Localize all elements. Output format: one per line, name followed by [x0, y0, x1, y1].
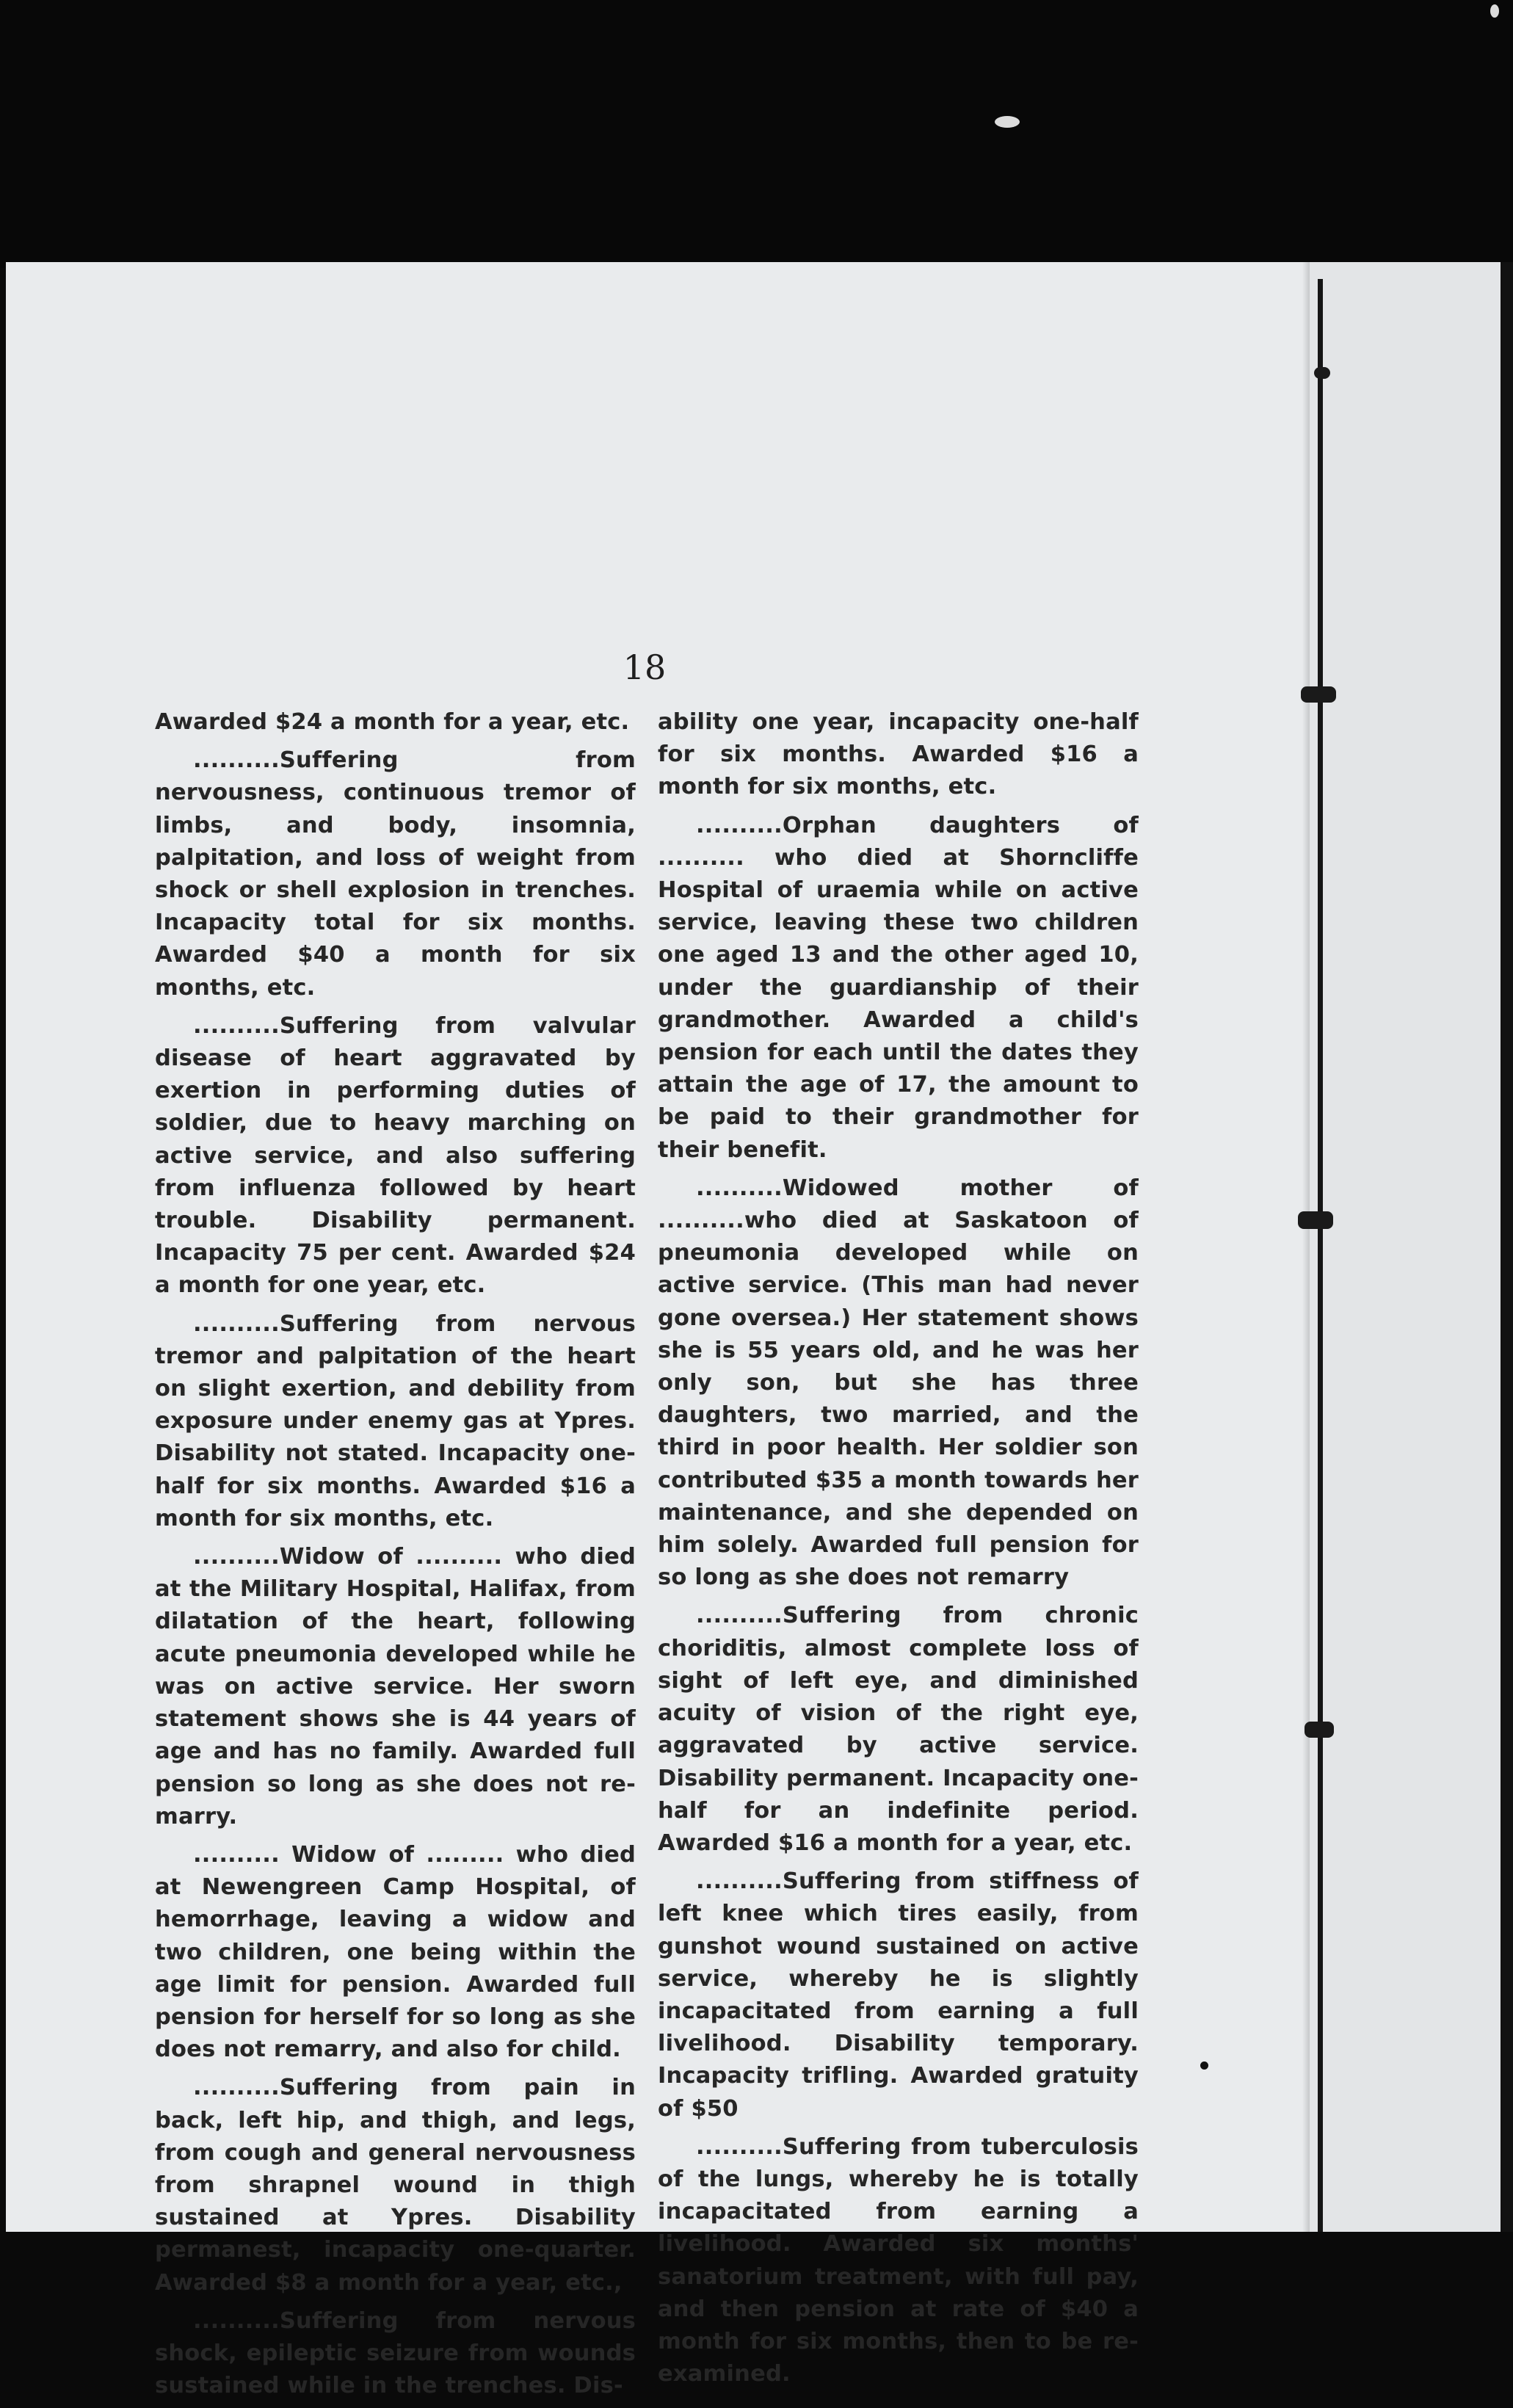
- dust-speck: [995, 116, 1020, 128]
- left-paragraph: ..........Suffering from nervous shock, epileptic seizure from wounds sustained while in the trenches. Dis-: [155, 2307, 636, 2399]
- right-paragraph: ..........Widowed mother of ..........who died at Saskatoon of pneumonia developed while on active service. (This man had never gone oversea.) Her statement shows she is 55 years old, and he was her only son, but she has three daughters, two married, and the third in poor health. Her soldier son contributed $35 a month towards her maintenance, and she depended on him solely. Awarded full pension for so long as she does not remarry: [658, 1175, 1139, 1591]
- binding-stitch-mark: [1301, 686, 1336, 703]
- facing-page-edge: [1310, 262, 1513, 2232]
- left-paragraph: ..........Suffering from valvular disease of heart aggravated by exertion in performing duties of soldier, due to heavy marching on active service, and also suffering from influenza followed by heart trouble. Disability permanent. Incapacity 75 per cent. Awarded $24 a month for one year, etc.: [155, 1012, 636, 1299]
- scan-right-edge: [1501, 262, 1513, 2232]
- left-column: [155, 706, 636, 2408]
- right-paragraph: ..........Suffering from chronic choriditis, almost complete loss of sight of left eye, and diminished acuity of vision of the right eye, aggravated by active service. Disability permanent. Incapacity one-half for an indefinite period. Awarded $16 a month for a year, etc.: [658, 1603, 1139, 1856]
- right-paragraph: ability one year, incapacity one-half for six months. Awarded $16 a month for six months, etc.: [658, 709, 1139, 800]
- right-paragraph: ..........Suffering from tuberculosis of the lungs, whereby he is totally incapacitated from earning a livelihood. Awarded six months' sanatorium treatment, with full pay, and then pension at rate of $40 a month for six months, then to be re-examined.: [658, 2133, 1139, 2387]
- right-paragraph: ..........Orphan daughters of .......... who died at Shorncliffe Hospital of uraemia while on active service, leaving these two children one aged 13 and the other aged 10, under the guardianship of their grandmother. Awarded a child's pension for each until the dates they attain the age of 17, the amount to be paid to their grandmother for their benefit.: [658, 812, 1139, 1163]
- page-number: 18: [623, 648, 667, 687]
- left-paragraph: ..........Widow of .......... who died at the Military Hospital, Halifax, from dilatation of the heart, following acute pneumonia developed while he was on active service. Her sworn statement shows she is 44 years of age and has no family. Awarded full pension so long as she does not re-marry.: [155, 1544, 636, 1829]
- dust-speck: [1490, 4, 1499, 18]
- right-paragraph: ..........Suffering from stiffness of left knee which tires easily, from gunshot wound sustained on active service, whereby he is slightly incapacitated from earning a full livelihood. Disability temporary. Incapacity trifling. Awarded gratuity of $50: [658, 1868, 1139, 2122]
- margin-ink-dot: [1200, 2061, 1208, 2070]
- left-paragraph: Awarded $24 a month for a year, etc.: [155, 709, 630, 735]
- binding-line: [1318, 279, 1323, 2232]
- binding-stitch-mark: [1298, 1211, 1333, 1229]
- left-paragraph: .......... Widow of ......... who died at Newengreen Camp Hospital, of hemorrhage, leaving a widow and two children, one being within the age limit for pension. Awarded full pension for herself for so long as she does not remarry, and also for child.: [155, 1841, 636, 2063]
- binding-stitch-mark: [1305, 1722, 1334, 1738]
- right-column: [658, 706, 1139, 2396]
- scan-dark-background: [0, 0, 1513, 268]
- document-page: [6, 262, 1310, 2399]
- binding-stitch-mark: [1314, 367, 1330, 379]
- left-paragraph: ..........Suffering from nervous tremor and palpitation of the heart on slight exertion, and debility from exposure under enemy gas at Ypres. Disability not stated. Incapacity one-half for six months. Awarded $16 a month for six months, etc.: [155, 1310, 636, 1531]
- left-paragraph: ..........Suffering from nervousness, continuous tremor of limbs, and body, insomnia, palpitation, and loss of weight from shock or shell explosion in trenches. Incapacity total for six months. Awarded $40 a month for six months, etc.: [155, 747, 636, 1001]
- left-paragraph: ..........Suffering from pain in back, left hip, and thigh, and legs, from cough and general nervousness from shrapnel wound in thigh sustained at Ypres. Disability permanest, incapacity one-quarter. Awarded $8 a month for a year, etc.,: [155, 2075, 636, 2296]
